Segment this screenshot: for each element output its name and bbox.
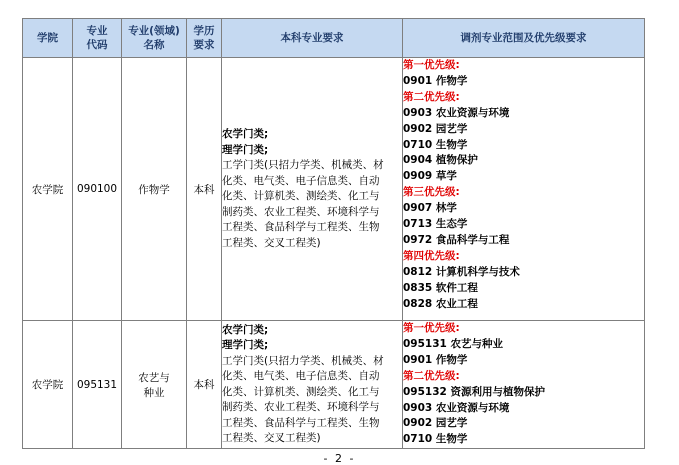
- requirement-line: 工程类、食品科学与工程类、生物: [222, 221, 380, 233]
- priority-major-item: 0710 生物学: [403, 138, 468, 151]
- header-major-name-text: 专业(领域) 名称: [128, 25, 180, 51]
- degree-cell: 本科: [187, 321, 222, 449]
- requirement-line: 化类、计算机类、测绘类、化工与: [222, 190, 380, 202]
- major-name: 农艺与 种业: [138, 371, 170, 399]
- priority-major-item: 0902 园艺学: [403, 122, 468, 135]
- header-degree: [187, 19, 222, 58]
- priority-cell: [403, 321, 645, 449]
- header-major-name: [122, 19, 187, 58]
- priority-major-item: 0901 作物学: [403, 74, 468, 87]
- major-name-cell: [122, 321, 187, 449]
- requirement-line: 制药类、农业工程类、环境科学与: [222, 205, 380, 218]
- priority-major-item: 095132 资源利用与植物保护: [403, 385, 545, 398]
- priority-major-item: 0903 农业资源与环境: [403, 401, 510, 414]
- priority-level-label: 第二优先级:: [403, 369, 460, 382]
- code-cell: 090100: [73, 58, 122, 321]
- priority-major-item: 0835 软件工程: [403, 281, 478, 294]
- requirement-line: 理学门类;: [222, 143, 269, 156]
- priority-major-item: 0972 食品科学与工程: [403, 233, 510, 246]
- priority-level-label: 第一优先级:: [403, 322, 460, 334]
- header-adjustment-scope: 调剂专业范围及优先级要求: [403, 19, 645, 58]
- requirement-line: 工学门类(只招力学类、机械类、材: [222, 159, 384, 171]
- requirement-line: 工程类、交叉工程类): [222, 432, 321, 445]
- priority-major-item: 0909 草学: [403, 170, 457, 183]
- priority-level-label: 第四优先级:: [403, 249, 460, 262]
- major-name-cell: [122, 58, 187, 321]
- header-undergrad-requirement: 本科专业要求: [222, 19, 403, 58]
- requirement-cell: [222, 58, 403, 321]
- priority-major-item: 0903 农业资源与环境: [403, 106, 510, 119]
- college-cell: 农学院: [23, 58, 73, 321]
- code-cell: 095131: [73, 321, 122, 449]
- priority-major-item: 0713 生态学: [403, 218, 468, 231]
- priority-major-item: 0812 计算机科学与技术: [403, 265, 520, 278]
- priority-major-item: 095131 农艺与种业: [403, 337, 503, 350]
- priority-major-item: 0901 作物学: [403, 353, 468, 366]
- table-row: [23, 58, 645, 321]
- priority-level-label: 第二优先级:: [403, 90, 460, 103]
- requirement-line: 工程类、交叉工程类): [222, 236, 321, 249]
- college-cell: 农学院: [23, 321, 73, 449]
- priority-major-item: 0902 园艺学: [403, 417, 468, 430]
- priority-level-label: 第三优先级:: [403, 186, 460, 199]
- major-name: 作物学: [138, 183, 170, 196]
- priority-cell: [403, 58, 645, 321]
- header-row: [23, 19, 645, 58]
- priority-level-label: 第一优先级:: [403, 59, 460, 71]
- header-degree-text: 学历 要求: [193, 25, 215, 51]
- requirement-line: 理学门类;: [222, 339, 269, 352]
- requirement-line: 化类、电气类、电子信息类、自动: [222, 370, 380, 383]
- adjustment-table: [22, 18, 645, 449]
- requirement-line: 农学门类;: [222, 128, 269, 140]
- header-college: 学院: [23, 19, 73, 58]
- table-row: [23, 321, 645, 449]
- requirement-line: 工学门类(只招力学类、机械类、材: [222, 354, 384, 367]
- degree-cell: 本科: [187, 58, 222, 321]
- header-code-text: 专业 代码: [86, 25, 108, 51]
- requirement-cell: [222, 321, 403, 449]
- requirement-line: 化类、电气类、电子信息类、自动: [222, 174, 380, 187]
- requirement-line: 工程类、食品科学与工程类、生物: [222, 416, 380, 429]
- priority-major-item: 0904 植物保护: [403, 154, 478, 167]
- page-number: - 2 -: [323, 452, 356, 465]
- requirement-line: 制药类、农业工程类、环境科学与: [222, 401, 380, 414]
- priority-major-item: 0710 生物学: [403, 433, 468, 446]
- requirement-line: 农学门类;: [222, 323, 269, 336]
- priority-major-item: 0907 林学: [403, 202, 457, 215]
- priority-major-item: 0828 农业工程: [403, 297, 478, 310]
- header-code: [73, 19, 122, 58]
- requirement-line: 化类、计算机类、测绘类、化工与: [222, 385, 380, 398]
